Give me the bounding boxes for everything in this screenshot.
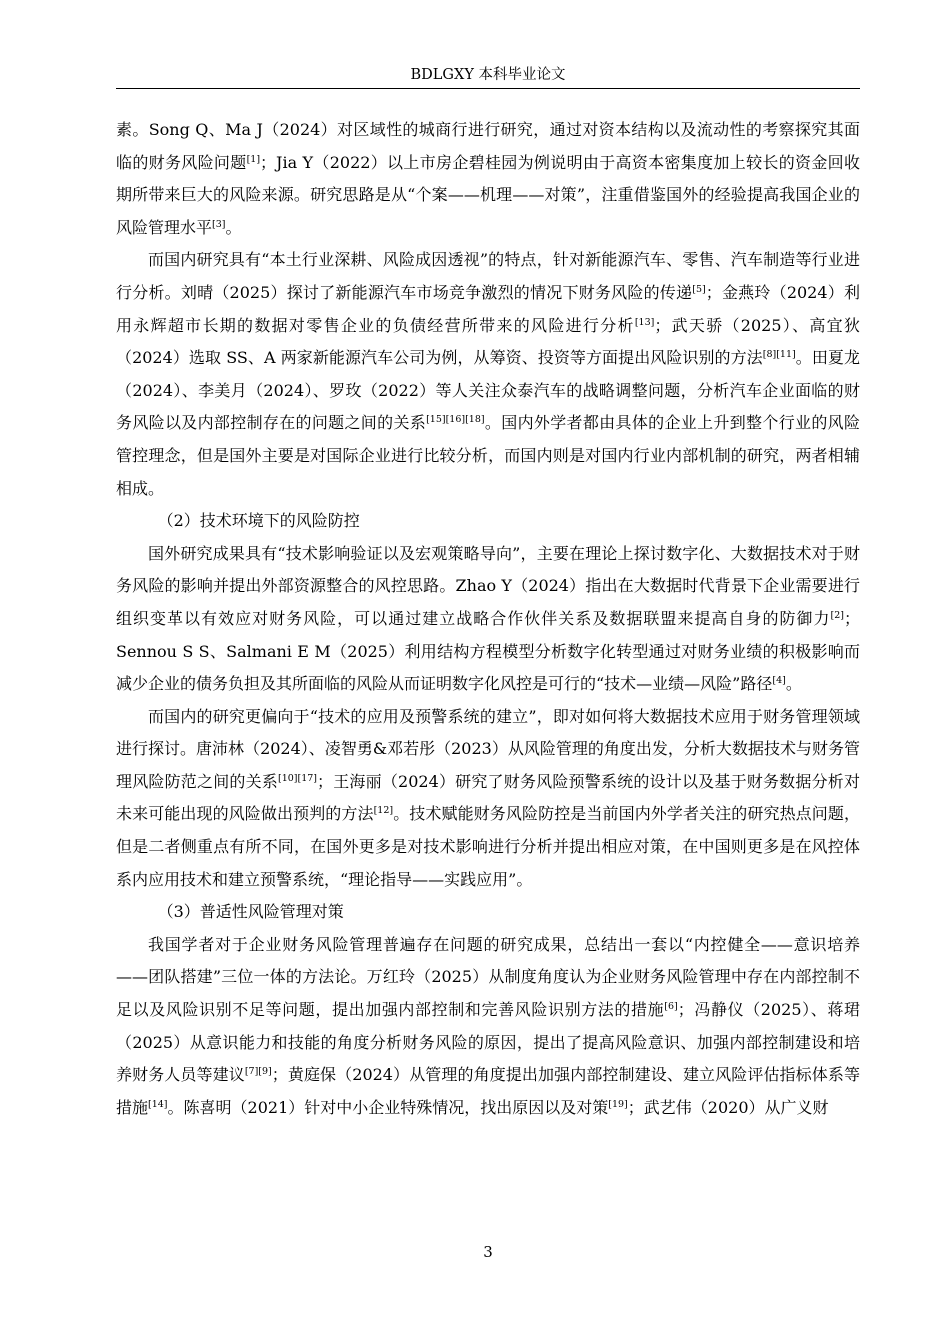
citation-marker: [8][11] xyxy=(762,349,796,361)
citation-marker: [14] xyxy=(148,1098,168,1110)
text-run: 素。Song Q、Ma J（2024）对区域性的城商行进行研究，通过对资本结构以及流动性的考察探究其面临的财务风险问题 xyxy=(116,120,860,172)
body-paragraph xyxy=(116,538,860,701)
citation-marker: [1] xyxy=(246,153,261,165)
text-run: 。 xyxy=(225,217,242,237)
text-run: 。技术赋能财务风险防控是当前国内外学者关注的研究热点问题，但是二者侧重点有所不同，在国外更多是对技术影响进行分析并提出相应对策，在中国则更多是在风控体系内应用技术和建立预警系统，“理论指导——实践应用”。 xyxy=(116,804,860,889)
text-run: （2）技术环境下的风险防控 xyxy=(157,511,360,531)
citation-marker: [10][17] xyxy=(278,772,318,784)
citation-marker: [19] xyxy=(608,1098,628,1110)
citation-marker: [5] xyxy=(692,283,706,295)
body-paragraph xyxy=(116,929,860,1125)
text-run: ；武天骄（2025）、高宜狄（2024）选取 SS、A 两家新能源汽车公司为例，从筹资、投资等方面提出风险识别的方法 xyxy=(116,315,860,368)
citation-marker: [13] xyxy=(634,316,655,328)
citation-marker: [7][9] xyxy=(244,1066,272,1078)
citation-marker: [6] xyxy=(664,1001,678,1013)
citation-marker: [3] xyxy=(212,218,226,230)
section-subheading xyxy=(116,896,860,929)
body-paragraph xyxy=(116,701,860,897)
text-run: 而国内研究具有“本土行业深耕、风险成因透视”的特点，针对新能源汽车、零售、汽车制造等行业进行分析。刘晴（2025）探讨了新能源汽车市场竞争激烈的情况下财务风险的传递 xyxy=(116,250,860,302)
text-run: 而国内的研究更偏向于“技术的应用及预警系统的建立”，即对如何将大数据技术应用于财务管理领域进行探讨。唐沛林（2024）、凌智勇&邓若彤（2023）从风险管理的角度出发，分析大数据技术与财务管理风险防范之间的关系 xyxy=(116,706,860,791)
text-run: 国外研究成果具有“技术影响验证以及宏观策略导向”，主要在理论上探讨数字化、大数据技术对于财务风险的影响并提出外部资源整合的风控思路。Zhao Y（2024）指出在大数据时代背景下企业需要进行组织变革以有效应对财务风险，可以通过建立战略合作伙伴关系及数据联盟来提高自身的防御力 xyxy=(116,543,860,628)
text-run: ；王海丽（2024）研究了财务风险预警系统的设计以及基于财务数据分析对未来可能出现的风险做出预判的方法 xyxy=(116,771,860,824)
body-paragraph xyxy=(116,244,860,505)
text-run: ；金燕玲（2024）利用永辉超市长期的数据对零售企业的负债经营所带来的风险进行分析 xyxy=(116,282,860,335)
text-run: ；武艺伟（2020）从广义财 xyxy=(627,1097,829,1117)
page-header: BDLGXY 本科毕业论文 xyxy=(410,67,566,83)
citation-marker: [2] xyxy=(830,609,844,621)
text-run: 。田夏龙（2024）、李美月（2024）、罗玫（2022）等人关注众泰汽车的战略调整问题，分析汽车企业面临的财务风险以及内部控制存在的问题之间的关系 xyxy=(116,348,860,433)
citation-marker: [15][16][18] xyxy=(426,414,485,426)
text-run: ；Sennou S S、Salmani E M（2025）利用结构方程模型分析数字化转型通过对财务业绩的积极影响而减少企业的债务负担及其所面临的风险从而证明数字化风控是可行的“技术—业绩—风险”路径 xyxy=(116,608,860,694)
text-run: ；黄庭保（2024）从管理的角度提出加强内部控制建设、建立风险评估指标体系等措施 xyxy=(116,1065,860,1117)
section-subheading xyxy=(116,505,860,538)
text-run: 。 xyxy=(785,674,802,694)
citation-marker: [4] xyxy=(772,675,786,687)
header-rule xyxy=(116,88,860,89)
document-body xyxy=(116,114,860,1124)
text-run: （3）普适性风险管理对策 xyxy=(157,902,344,922)
text-run: 。国内外学者都由具体的企业上升到整个行业的风险管控理念，但是国外主要是对国际企业进行比较分析，而国内则是对国内行业内部机制的研究，两者相辅相成。 xyxy=(116,413,860,498)
page-number: 3 xyxy=(483,1243,493,1261)
text-run: 。陈喜明（2021）针对中小企业特殊情况，找出原因以及对策 xyxy=(167,1097,609,1117)
text-run: 我国学者对于企业财务风险管理普遍存在问题的研究成果，总结出一套以“内控健全——意识培养——团队搭建”三位一体的方法论。万红玲（2025）从制度角度认为企业财务风险管理中存在内部控制不足以及风险识别不足等问题，提出加强内部控制和完善风险识别方法的措施 xyxy=(116,934,860,1020)
text-run: ；冯静仪（2025）、蒋珺（2025）从意识能力和技能的角度分析财务风险的原因，提出了提高风险意识、加强内部控制建设和培养财务人员等建议 xyxy=(116,1000,860,1085)
text-run: ；Jia Y（2022）以上市房企碧桂园为例说明由于高资本密集度加上较长的资金回收期所带来巨大的风险来源。研究思路是从“个案——机理——对策”，注重借鉴国外的经验提高我国企业的风险管理水平 xyxy=(116,152,860,237)
body-paragraph xyxy=(116,114,860,244)
citation-marker: [12] xyxy=(373,805,394,817)
